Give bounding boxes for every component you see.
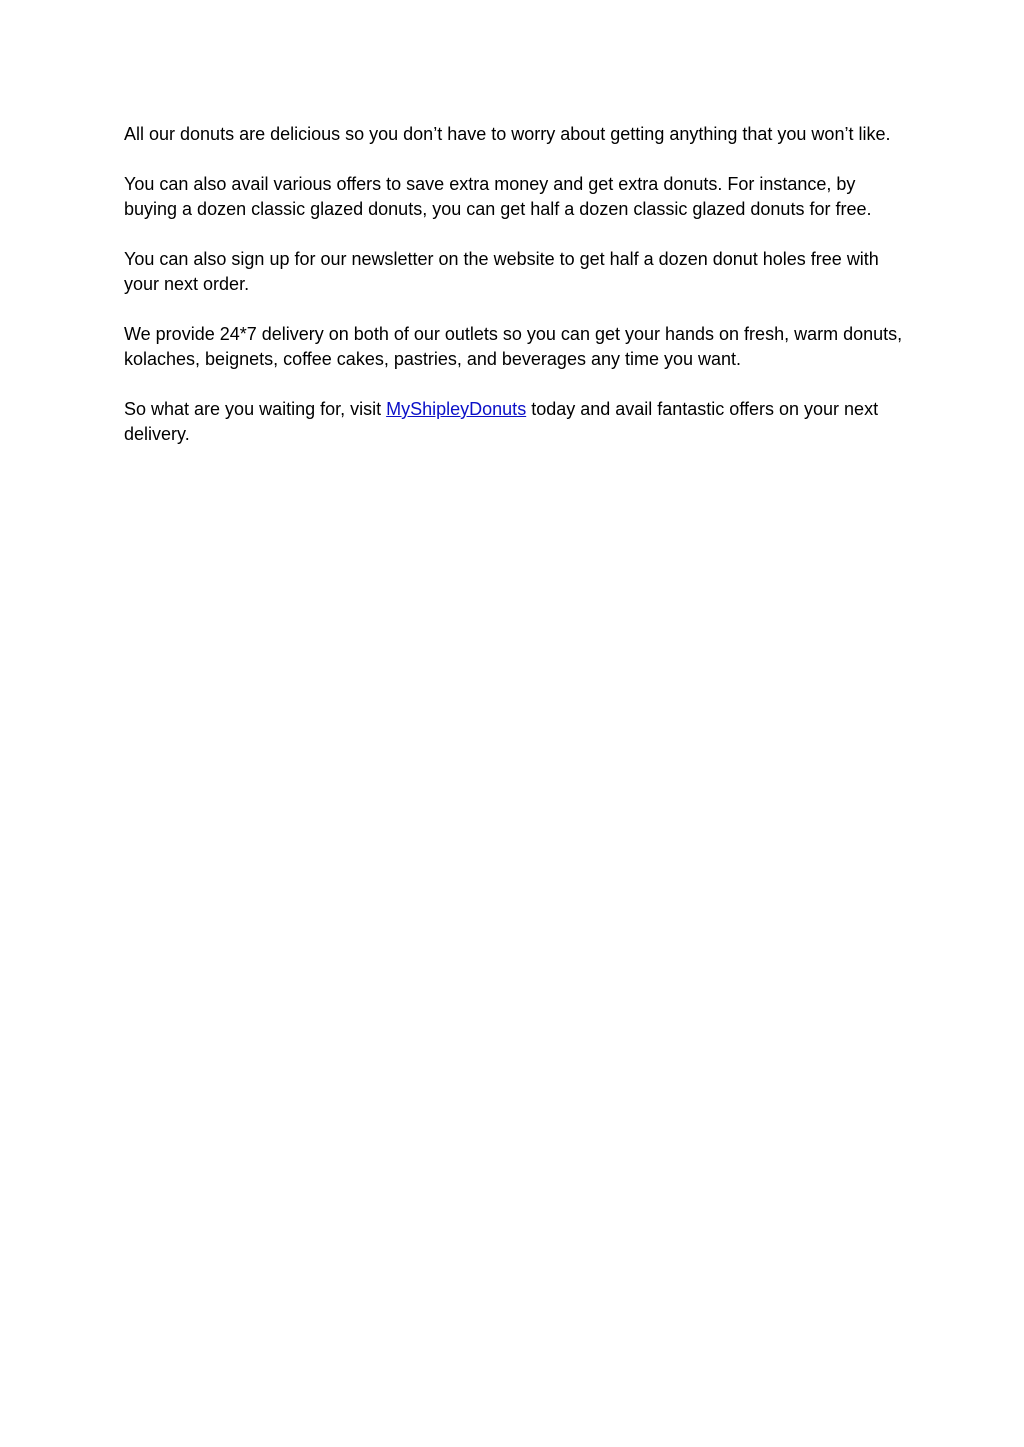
paragraph-delivery: We provide 24*7 delivery on both of our outlets so you can get your hands on fresh, warm donuts, kolaches, beignets, coffee cakes, pastries, and beverages any time you want. xyxy=(124,324,903,369)
document-body xyxy=(124,122,904,472)
paragraph-call-to-action xyxy=(124,397,904,447)
paragraph-donuts-delicious: All our donuts are delicious so you don’t have to worry about getting anything that you won’t like. xyxy=(124,124,891,144)
myshipleydonuts-link[interactable]: MyShipleyDonuts xyxy=(386,399,527,419)
paragraph-offers: You can also avail various offers to save extra money and get extra donuts. For instance, by buying a dozen classic glazed donuts, you can get half a dozen classic glazed donuts for free. xyxy=(124,174,872,219)
cta-text-after-link: today and avail fantastic offers on your next delivery. xyxy=(124,399,879,444)
paragraph-newsletter: You can also sign up for our newsletter on the website to get half a dozen donut holes free with your next order. xyxy=(124,249,879,294)
cta-text-before-link: So what are you waiting for, visit xyxy=(124,399,387,419)
